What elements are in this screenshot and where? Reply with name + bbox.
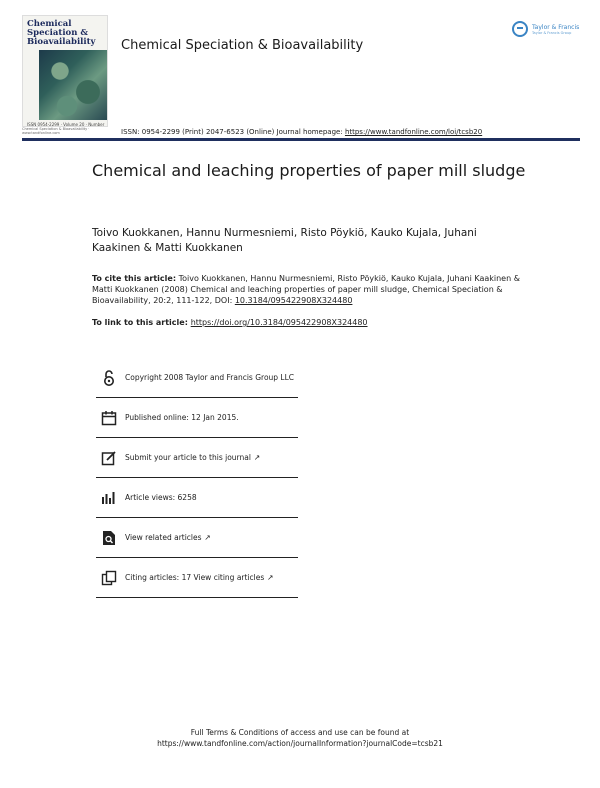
open-access-icon	[100, 369, 118, 387]
article-info-list	[96, 358, 298, 598]
cover-issn-text: ISSN 0954-2299 · Volume 20 · Number	[27, 122, 105, 127]
copy-icon	[100, 569, 118, 587]
footer	[0, 727, 600, 749]
cover-title	[27, 20, 107, 47]
search-document-icon	[100, 529, 118, 547]
citing-row[interactable]	[96, 558, 298, 598]
cover-title-line: Chemical	[27, 19, 72, 29]
issn-line	[121, 128, 482, 136]
link-label: To link to this article:	[92, 318, 191, 327]
related-link[interactable]: View related articles	[125, 533, 202, 542]
footer-terms-link[interactable]: https://www.tandfonline.com/action/journalInformation?journalCode=tcsb21	[157, 739, 443, 748]
footer-terms-text: Full Terms & Conditions of access and use can be found at	[190, 728, 410, 737]
external-link-icon: ↗	[253, 453, 261, 462]
article-doi-url[interactable]: https://doi.org/10.3184/095422908X324480	[190, 318, 368, 327]
journal-cover	[22, 15, 108, 127]
published-text: Published online: 12 Jan 2015.	[125, 413, 239, 422]
article-title: Chemical and leaching properties of paper mill sludge	[92, 161, 526, 180]
cover-title-line: Speciation &	[27, 28, 89, 38]
published-row	[96, 398, 298, 438]
cite-label: To cite this article:	[92, 274, 177, 283]
copyright-row	[96, 358, 298, 398]
external-link-icon: ↗	[267, 573, 274, 582]
submit-link[interactable]: Submit your article to this journal	[125, 453, 251, 462]
header-divider	[22, 138, 580, 141]
doi-link[interactable]: 10.3184/095422908X324480	[234, 296, 353, 305]
edit-icon	[100, 449, 118, 467]
bar-chart-icon	[100, 489, 118, 507]
citing-link[interactable]: Citing articles: 17 View citing articles	[125, 573, 265, 582]
citing-text-wrap	[125, 573, 295, 582]
copyright-text: Copyright 2008 Taylor and Francis Group LLC	[125, 373, 295, 382]
submit-text-wrap	[125, 453, 295, 462]
cover-title-line: Bioavailability	[27, 37, 96, 47]
journal-homepage-link[interactable]: https://www.tandfonline.com/loi/tcsb20	[344, 128, 483, 136]
cite-text: Toivo Kuokkanen, Hannu Nurmesniemi, Risto Pöykiö, Kauko Kujala, Juhani Kaakinen & Matti Kuokkanen (2008) Chemical and leaching properties of paper mill sludge, Chemical Speciation & Bioavailability, 20:2, 111-122, DOI:	[92, 274, 520, 305]
citation-block	[92, 273, 532, 306]
publisher-logo[interactable]	[512, 18, 584, 40]
submit-row[interactable]	[96, 438, 298, 478]
article-link-block	[92, 317, 532, 328]
article-authors: Toivo Kuokkanen, Hannu Nurmesniemi, Risto Pöykiö, Kauko Kujala, Juhani Kaakinen & Matti Kuokkanen	[92, 227, 477, 254]
related-text-wrap	[125, 533, 295, 542]
cover-image	[39, 50, 108, 120]
external-link-icon: ↗	[204, 533, 211, 542]
publisher-group: Taylor & Francis Group	[532, 30, 572, 35]
journal-name: Chemical Speciation & Bioavailability	[121, 38, 364, 53]
publisher-name: Taylor & Francis	[532, 23, 580, 31]
views-text: Article views: 6258	[125, 493, 197, 502]
views-row	[96, 478, 298, 518]
calendar-icon	[100, 409, 118, 427]
cover-caption: Chemical Speciation & Bioavailability · www.tandfonline.com	[22, 127, 90, 135]
related-row[interactable]	[96, 518, 298, 558]
taylor-francis-icon	[512, 21, 528, 37]
issn-text: ISSN: 0954-2299 (Print) 2047-6523 (Online) Journal homepage:	[121, 128, 345, 136]
